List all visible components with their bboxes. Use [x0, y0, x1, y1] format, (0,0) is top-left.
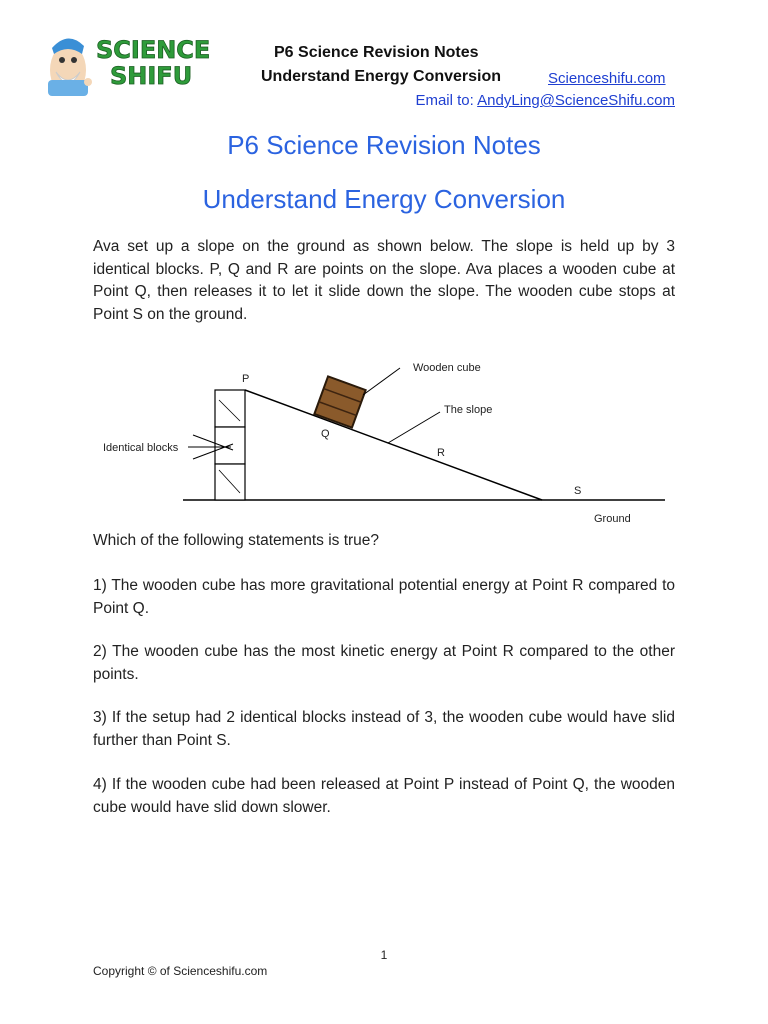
- email-link[interactable]: AndyLing@ScienceShifu.com: [477, 92, 675, 109]
- label-r: R: [437, 447, 445, 459]
- label-wooden-cube: Wooden cube: [413, 362, 481, 374]
- option-1: 1) The wooden cube has more gravitational potential energy at Point R compared to Point Q.: [93, 577, 675, 617]
- svg-text:SCIENCE: SCIENCE: [96, 36, 211, 64]
- slope-line: [245, 390, 542, 500]
- question-text: Which of the following statements is true?: [93, 532, 380, 549]
- svg-text:SHIFU: SHIFU: [110, 62, 193, 90]
- header-title: P6 Science Revision Notes: [274, 44, 479, 61]
- science-shifu-logo: [44, 28, 216, 98]
- copyright-notice: Copyright © of Scienceshifu.com: [93, 964, 268, 978]
- option-2: 2) The wooden cube has the most kinetic energy at Point R compared to the other points.: [93, 643, 675, 683]
- email-label: Email to:: [415, 92, 478, 109]
- main-heading: P6 Science Revision Notes: [227, 130, 541, 160]
- label-ground: Ground: [594, 513, 631, 525]
- label-p: P: [242, 373, 250, 385]
- wooden-cube-icon: [314, 376, 365, 427]
- option-4: 4) If the wooden cube had been released at Point P instead of Point Q, the wooden cube would have slid down slower.: [93, 776, 675, 816]
- intro-paragraph: Ava set up a slope on the ground as shown below. The slope is held up by 3 identical blocks. P, Q and R are points on the slope. Ava places a wooden cube at Point Q, then releases it to let it slide down the slope. The wooden cube stops at Point S on the ground.: [93, 238, 675, 323]
- sub-heading: Understand Energy Conversion: [202, 184, 566, 214]
- label-s: S: [574, 485, 582, 497]
- email-line: [415, 92, 675, 109]
- label-identical-blocks: Identical blocks: [103, 442, 179, 454]
- site-link[interactable]: Scienceshifu.com: [548, 70, 666, 87]
- slope-diagram: [95, 355, 675, 530]
- label-q: Q: [321, 428, 330, 440]
- label-slope: The slope: [444, 404, 493, 416]
- page-number: 1: [380, 948, 388, 962]
- option-3: 3) If the setup had 2 identical blocks instead of 3, the wooden cube would have slid further than Point S.: [93, 709, 675, 749]
- sage-mascot-icon: [48, 38, 92, 96]
- header-subtitle: Understand Energy Conversion: [261, 68, 502, 85]
